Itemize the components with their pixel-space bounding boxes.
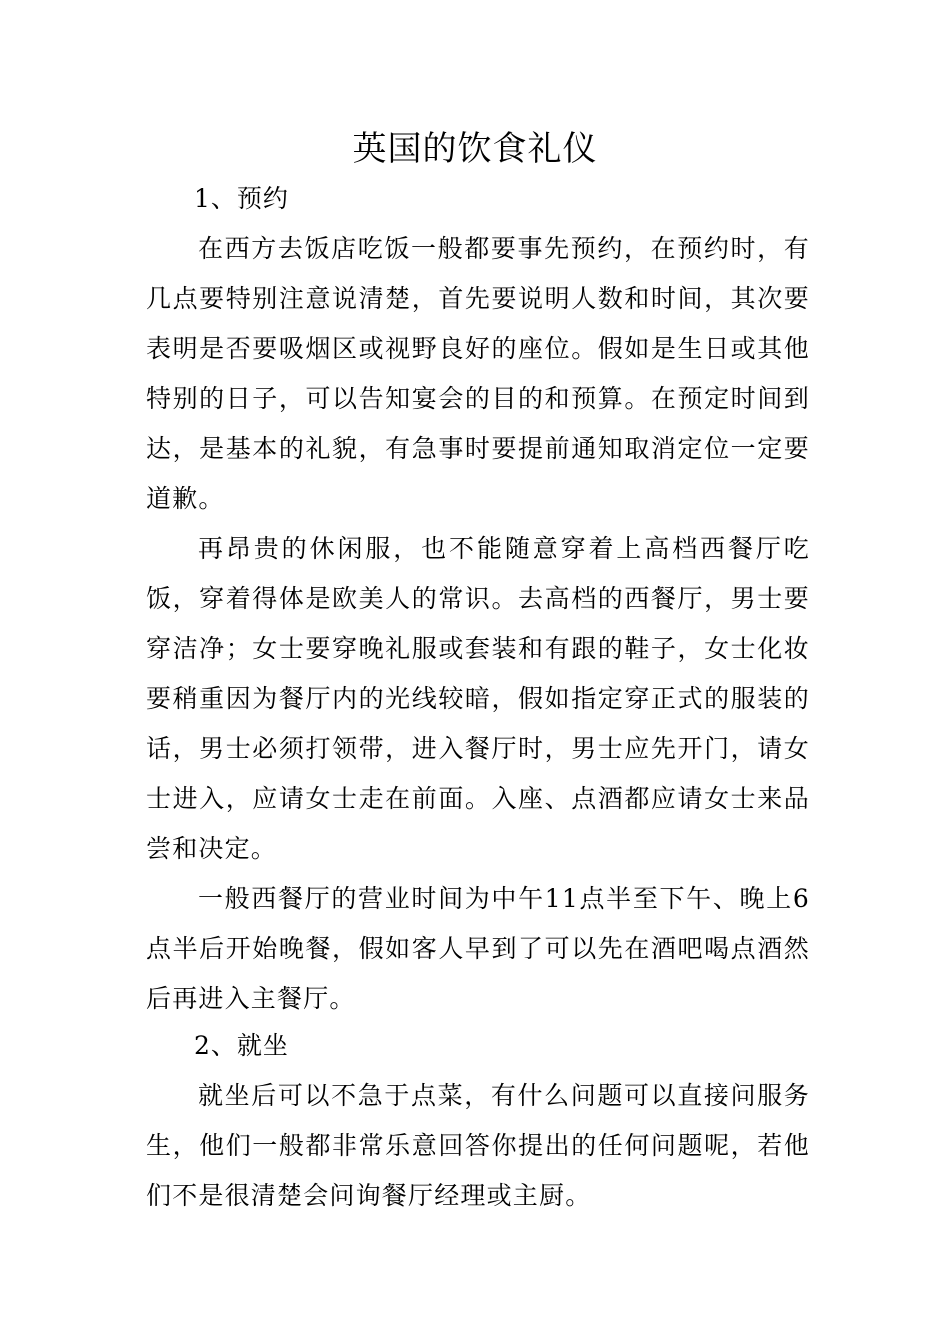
paragraph-dress-code: 再昂贵的休闲服，也不能随意穿着上高档西餐厅吃饭，穿着得体是欧美人的常识。去高档的西餐厅，男士要穿洁净；女士要穿晚礼服或套装和有跟的鞋子，女士化妆要稍重因为餐厅内的光线较暗，假如指定穿正式的服装的话，男士必须打领带，进入餐厅时，男士应先开门，请女士进入，应请女士走在前面。入座、点酒都应请女士来品尝和决定。: [146, 534, 810, 863]
section-seating-body: [146, 1071, 810, 1221]
section-heading-reservation: 1、预约: [194, 184, 289, 213]
section-heading-seating: 2、就坐: [194, 1031, 289, 1060]
paragraph-reservation-intro: 在西方去饭店吃饭一般都要事先预约，在预约时，有几点要特别注意说清楚，首先要说明人数和时间，其次要表明是否要吸烟区或视野良好的座位。假如是生日或其他特别的日子，可以告知宴会的目的和预算。在预定时间到达，是基本的礼貌，有急事时要提前通知取消定位一定要道歉。: [146, 234, 810, 513]
paragraph-seating: 就坐后可以不急于点菜，有什么问题可以直接问服务生，他们一般都非常乐意回答你提出的任何问题呢，若他们不是很清楚会问询餐厅经理或主厨。: [146, 1081, 810, 1210]
section-reservation-body: [146, 224, 810, 1024]
document-title: 英国的饮食礼仪: [352, 129, 598, 169]
paragraph-opening-hours: 一般西餐厅的营业时间为中午11点半至下午、晚上6点半后开始晚餐，假如客人早到了可以先在酒吧喝点酒然后再进入主餐厅。: [146, 884, 810, 1013]
